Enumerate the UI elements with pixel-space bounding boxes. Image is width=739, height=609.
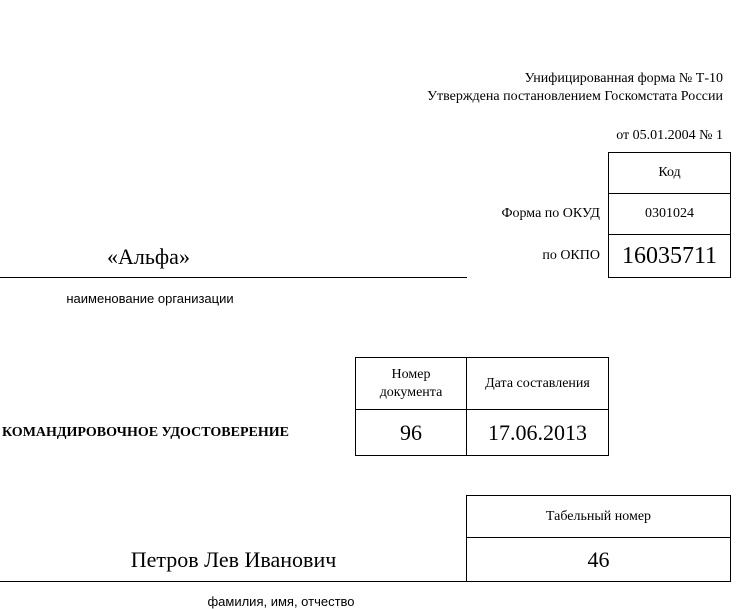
okpo-value-cell xyxy=(608,234,731,278)
organization-underline xyxy=(0,277,467,278)
organization-caption: наименование организации xyxy=(66,291,234,306)
doc-date-header: Дата составления xyxy=(485,375,590,391)
tab-number-header: Табельный номер xyxy=(545,508,652,524)
doc-number-header-line2: документа xyxy=(379,384,443,400)
okud-value: 0301024 xyxy=(645,206,694,221)
employee-full-name: Петров Лев Иванович xyxy=(130,547,337,572)
approval-line: Утверждена постановлением Госкомстата России xyxy=(427,89,723,104)
doc-date-header-cell xyxy=(466,357,609,410)
code-header-text: Код xyxy=(658,165,681,180)
code-header-cell xyxy=(608,152,731,194)
doc-number-header-cell xyxy=(355,357,467,410)
doc-date-value-cell xyxy=(466,409,609,456)
okud-value-cell xyxy=(608,193,731,235)
tab-number-header-cell xyxy=(466,495,731,538)
okpo-label: по ОКПО xyxy=(542,248,600,263)
approval-date-line: от 05.01.2004 № 1 xyxy=(616,128,723,143)
okud-label: Форма по ОКУД xyxy=(501,206,600,221)
doc-number-header-line1: Номер xyxy=(391,366,431,382)
doc-date-value: 17.06.2013 xyxy=(488,419,587,445)
organization-name: «Альфа» xyxy=(107,244,190,269)
document-title: КОМАНДИРОВОЧНОЕ УДОСТОВЕРЕНИЕ xyxy=(2,425,289,440)
okpo-value: 16035711 xyxy=(621,242,718,269)
form-title-line: Унифицированная форма № Т-10 xyxy=(524,71,723,86)
employee-name-caption: фамилия, имя, отчество xyxy=(207,594,355,609)
doc-number-value: 96 xyxy=(400,419,422,445)
tab-number-value: 46 xyxy=(587,546,610,572)
employee-name-underline xyxy=(0,581,467,582)
tab-number-value-cell xyxy=(466,537,731,582)
doc-number-value-cell xyxy=(355,409,467,456)
